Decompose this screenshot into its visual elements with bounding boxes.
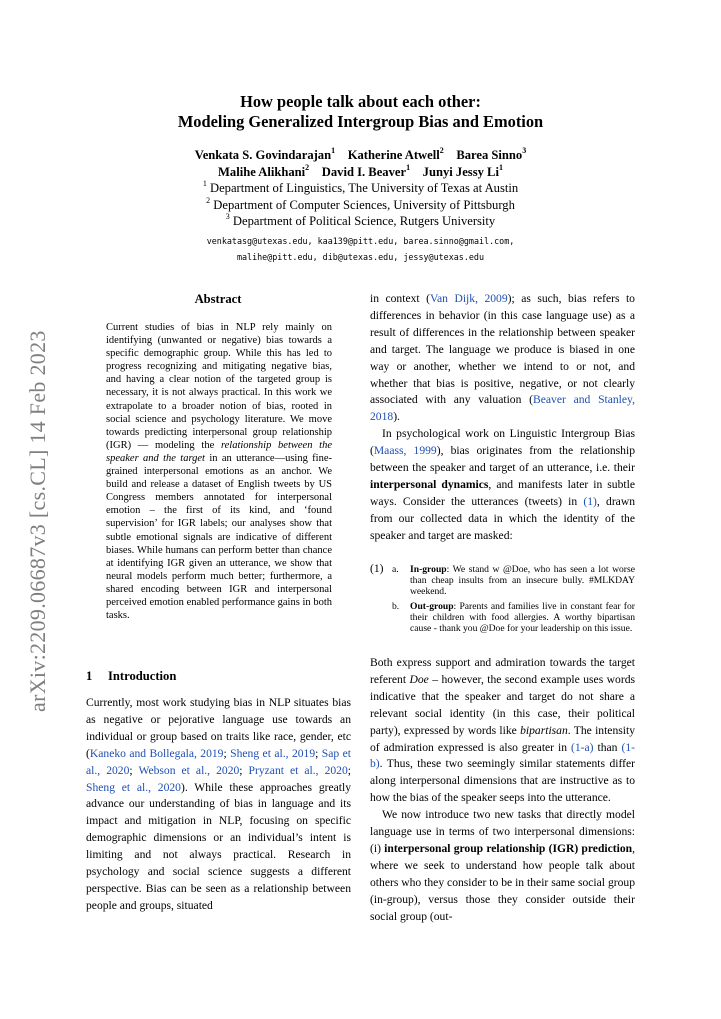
abstract-text: Current studies of bias in NLP rely mainly on identifying (unwanted or negative) bias towards a specific demographic group. While this has led to progress recognizing and mitigating negative bias, and having a clear notion of the targeted group is necessary, it is not always practical. In this work we extrapolate to a broader notion of bias, rooted in social science and psychology literature. We move towards predicting interpersonal group relationship (IGR) — modeling the (106, 322, 332, 451)
affiliation-3 (0, 214, 721, 229)
section-number: 1 (86, 669, 93, 683)
body-text: ; (223, 746, 231, 760)
abstract-body (106, 321, 332, 622)
citation-link[interactable]: Sheng et al., 2019 (230, 746, 316, 760)
author-name: Malihe Alikhani (218, 165, 306, 179)
author-affiliation-mark: 1 (498, 163, 503, 172)
body-text: ; (239, 763, 249, 777)
body-text: We now introduce two new tasks that directly model language use in terms of two interpersonal dimensions: (i) (370, 808, 635, 855)
body-text: Currently, most work studying bias in NLP situates bias as negative or pejorative language use towards an individual or group based on traits like race, gender, etc ( (86, 696, 351, 760)
citation-link[interactable]: Webson et al., 2020 (138, 763, 240, 777)
right-column-upper (370, 291, 635, 545)
section-title: Introduction (108, 669, 177, 683)
author-affiliation-mark: 1 (406, 163, 411, 172)
author-affiliation-mark: 3 (522, 146, 527, 155)
arxiv-identifier: arXiv:2209.06687v3 [cs.CL] 14 Feb 2023 (25, 330, 50, 712)
email-line-1: venkatasg@utexas.edu, kaa139@pitt.edu, barea.sinno@gmail.com, (206, 236, 515, 246)
bold-term: interpersonal group relationship (IGR) prediction (384, 841, 633, 855)
body-text: than (593, 740, 622, 754)
italic-term: Doe (409, 672, 429, 686)
citation-link[interactable]: Kaneko and Bollegala, 2019 (89, 746, 224, 760)
affiliation-text: Department of Computer Sciences, University of Pittsburgh (213, 198, 515, 212)
citation-link[interactable]: Van Dijk, 2009 (429, 292, 508, 305)
paper-title-line-2: Modeling Generalized Intergroup Bias and Emotion (177, 112, 544, 131)
body-text: – however, the second example uses words indicative that the speaker and target do not share a relevant social identity (in this case, their political party), expressed by words like (370, 672, 635, 737)
author-affiliation-mark: 2 (439, 146, 444, 155)
affiliation-mark: 2 (206, 196, 211, 205)
example-label-b: b. (392, 601, 400, 612)
citation-link[interactable]: Pryzant et al., 2020 (248, 763, 348, 777)
example-number: (1) (370, 562, 384, 575)
paragraph (370, 426, 635, 544)
example-block (370, 563, 636, 653)
author-name: Venkata S. Govindarajan (194, 148, 332, 162)
citation-link[interactable]: Sap et al., 2020 (86, 746, 351, 777)
paragraph (370, 291, 635, 426)
author-name: Junyi Jessy Li (422, 165, 499, 179)
citation-link[interactable]: Beaver and Stanley, 2018 (370, 393, 635, 424)
italic-term: bipartisan (520, 723, 568, 737)
abstract-text: in an utterance—using fine-grained interpersonal emotions as an anchor. We build and release a dataset of English tweets by US Congress members annotated for interpersonal emotion – the first of its kind, and ‘found supervision’ for IGR labels; our analyses show that subtle emotional signals are indicative of different biases. While humans can perform better than chance at identifying IGR given an utterance, we show that neural models perform much better; furthermore, a shared encoding between IGR and interpersonal perceived emotion enabled performance gains in both tasks. (106, 452, 332, 622)
body-text: in context ( (370, 292, 430, 305)
body-text: ); as such, bias refers to differences in behavior (in this case language use) as a result of differences in the relationship between speaker and target. The language we produce is biased in one way or another, whether we intend to or not, and whether that bias is positive, negative, or not clearly associated with any valuation ( (370, 292, 635, 407)
body-text: ). While these approaches greatly advance our understanding of bias in language and its impact and mitigation in NLP, focusing on specific demographic dimensions or an individual’s intent is limiting and not always practical. Research in psychology and social science suggests a different perspective. Bias can be seen as a relationship between people and groups, situated (86, 780, 352, 912)
email-line-2: malihe@pitt.edu, dib@utexas.edu, jessy@utexas.edu (236, 252, 485, 262)
example-label-a: a. (392, 564, 399, 575)
body-text: ), bias originates from the relationship between the speaker and target of an utterance, i.e. their (370, 444, 636, 475)
right-column-lower (370, 655, 635, 926)
example-a-body: : We stand w @Doe, who has seen a lot worse than cheap insults from an insecure bully. #MLKDAY weekend. (410, 564, 635, 598)
citation-link[interactable]: Sheng et al., 2020 (86, 780, 181, 794)
body-text: ). (393, 410, 400, 424)
body-text: ; (315, 746, 322, 760)
bold-term: interpersonal dynamics (370, 477, 489, 491)
author-affiliation-mark: 1 (331, 146, 336, 155)
affiliation-2 (0, 198, 721, 213)
abstract-heading: Abstract (194, 292, 242, 306)
example-b-body: : Parents and families live in constant fear for their children with food allergies. A worthy bipartisan cause - thank you @Doe for your leadership on this issue. (410, 601, 635, 635)
body-text: In psychological work on Linguistic Intergroup Bias ( (370, 427, 635, 458)
affiliation-text: Department of Linguistics, The University of Texas at Austin (209, 181, 519, 195)
affiliation-mark: 1 (202, 179, 207, 188)
paragraph (370, 807, 635, 925)
example-a-label-bold: In-group (410, 564, 447, 575)
body-text: , where we seek to understand how people talk about others who they consider to be in their same social group (in-group), versus those they consider outside their social group (out- (370, 841, 635, 923)
affiliation-mark: 3 (225, 212, 230, 221)
paper-title-line-1: How people talk about each other: (240, 92, 481, 111)
body-text: . The intensity of admiration expressed is also greater in (370, 723, 635, 754)
section-heading-introduction (86, 669, 176, 684)
abstract-emphasis: relationship between the speaker and the target (106, 439, 332, 464)
body-text: , and manifests later in subtle ways. Consider the utterances (tweets) in (370, 477, 635, 508)
intro-paragraph-1 (86, 695, 351, 915)
affiliation-1 (0, 181, 721, 196)
author-affiliation-mark: 2 (305, 163, 310, 172)
body-text: ; (129, 763, 139, 777)
example-a-text (410, 564, 635, 598)
body-text: ; (347, 763, 351, 777)
example-reference-link[interactable]: (1-b) (370, 740, 635, 771)
example-b-text (410, 601, 635, 635)
paragraph (370, 655, 635, 807)
author-name: Katherine Atwell (347, 148, 440, 162)
body-text: Both express support and admiration towards the target referent (370, 656, 635, 686)
author-line-1 (0, 148, 721, 163)
example-b-label-bold: Out-group (410, 601, 454, 612)
citation-link[interactable]: Maass, 1999 (373, 444, 437, 458)
example-reference-link[interactable]: (1-a) (571, 740, 594, 754)
body-text: . Thus, these two seemingly similar statements differ along interpersonal dimensions that are instructive as to how the bias of the speaker seeps into the utterance. (370, 757, 635, 805)
author-name: Barea Sinno (456, 148, 523, 162)
affiliation-text: Department of Political Science, Rutgers University (232, 214, 496, 228)
example-reference-link[interactable]: (1) (583, 494, 597, 508)
author-line-2 (0, 165, 721, 180)
author-name: David I. Beaver (321, 165, 407, 179)
body-text: , drawn from our collected data in which the identity of the speaker and target are masked: (370, 494, 635, 542)
